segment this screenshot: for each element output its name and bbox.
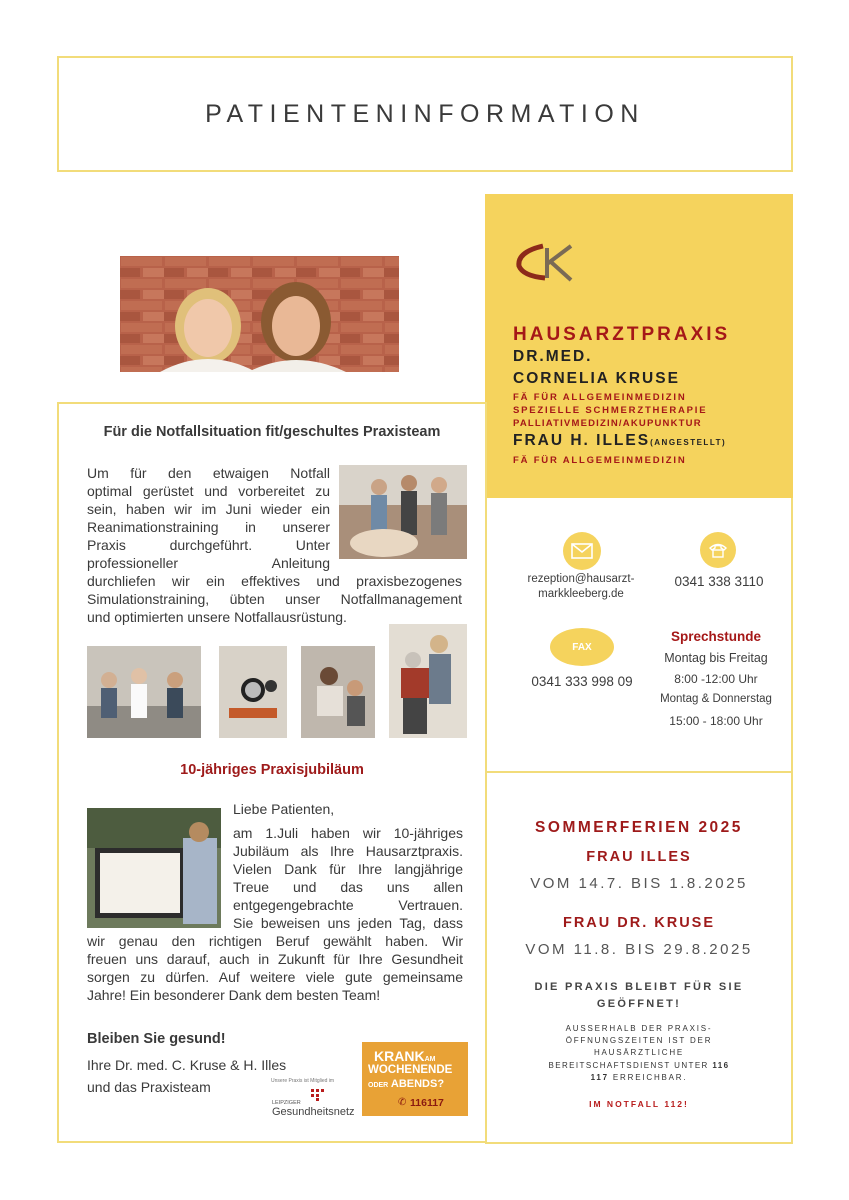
- network-logo-icon: [311, 1088, 325, 1100]
- jubilee-line-3: Vielen Dank für Ihre langjährige: [233, 861, 463, 877]
- emergency-line-2: optimal gerüstet und vorbereitet zu: [87, 483, 330, 499]
- team-photo: [120, 256, 399, 372]
- emergency-line-5: Praxis durchgeführt. Unter: [87, 537, 330, 553]
- signoff-line-1: Ihre Dr. med. C. Kruse & H. Illes: [87, 1057, 287, 1073]
- practice-logo: [513, 240, 577, 284]
- signoff-line-2: und das Praxisteam: [87, 1079, 211, 1095]
- badge-line-1: KRANK: [374, 1048, 425, 1064]
- holiday-doctor-2: FRAU DR. KRUSE: [562, 915, 716, 931]
- jubilee-line-7: wir genau den richtigen Beruf gewählt haben. Wir: [87, 933, 463, 949]
- holiday-box: [485, 771, 793, 1144]
- jubilee-line-1: am 1.Juli haben wir 10-jähriges: [233, 825, 463, 841]
- header-box: [57, 56, 793, 172]
- badge-am: AM: [424, 1056, 436, 1063]
- jubilee-heading: 10-jähriges Praxisjubiläum: [180, 762, 364, 778]
- holiday-range-1: VOM 14.7. BIS 1.8.2025: [530, 875, 748, 892]
- second-doctor-name: FRAU H. ILLES(ANGESTELLT): [513, 432, 727, 449]
- signoff-bold: Bleiben Sie gesund!: [87, 1031, 226, 1047]
- network-caption: Unsere Praxis ist Mitglied im: [271, 1078, 335, 1084]
- emergency-line-6: professioneller Anleitung: [87, 555, 330, 571]
- training-photo-1: [87, 646, 201, 738]
- jubilee-line-5: entgegengebrachte Vertrauen.: [233, 897, 463, 913]
- training-photo-3: [301, 646, 375, 738]
- holiday-title: SOMMERFERIEN 2025: [535, 819, 743, 836]
- doctor-specialty-2: SPEZIELLE SCHMERZTHERAPIE: [513, 405, 708, 416]
- emergency-line-4: Reanimationstraining in unserer: [87, 519, 330, 535]
- network-name-2: Gesundheitsnetz: [272, 1106, 355, 1118]
- on-call-badge: [362, 1042, 468, 1116]
- badge-phone-icon: ✆: [398, 1097, 407, 1108]
- practice-title: HAUSARZTPRAXIS: [513, 324, 731, 345]
- office-hours-time-2: 15:00 - 18:00 Uhr: [669, 714, 763, 728]
- fax-badge: FAX: [550, 628, 614, 666]
- office-hours-days-2: Montag & Donnerstag: [660, 693, 772, 705]
- jubilee-line-4: Treue und das uns allen: [233, 879, 463, 895]
- holiday-doctor-1: FRAU ILLES: [586, 849, 692, 865]
- emergency-line-1: Um für den etwaigen Notfall: [87, 465, 330, 481]
- doctor-specialty-1: FÄ FÜR ALLGEMEINMEDIZIN: [513, 392, 687, 403]
- emergency-number: IM NOTFALL 112!: [589, 1099, 689, 1109]
- on-call-note-5: 117 ERREICHBAR.: [590, 1073, 688, 1082]
- training-photo-4: [389, 624, 467, 738]
- second-doctor-specialty: FÄ FÜR ALLGEMEINMEDIZIN: [513, 455, 687, 466]
- network-name-1: LEIPZIGER: [272, 1100, 301, 1106]
- jubilee-line-9: sorgen zu dürfen. Auf weitere viele gute gemeinsame: [87, 969, 463, 985]
- email-address[interactable]: rezeption@hausarzt- markkleeberg.de: [527, 573, 635, 600]
- emergency-line-9: und optimierten unsere Notfallausrüstung.: [87, 609, 347, 625]
- on-call-note-2: ÖFFNUNGSZEITEN IST DER: [565, 1036, 713, 1045]
- phone-number[interactable]: 0341 338 3110: [674, 574, 764, 589]
- contact-box: [485, 498, 793, 772]
- office-hours-days-1: Montag bis Freitag: [664, 651, 768, 665]
- jubilee-line-6: Sie beweisen uns jeden Tag, dass: [233, 915, 463, 931]
- badge-phone[interactable]: 116117: [410, 1097, 444, 1109]
- office-hours-time-1: 8:00 -12:00 Uhr: [674, 672, 758, 686]
- jubilee-greeting: Liebe Patienten,: [233, 801, 335, 817]
- holiday-range-2: VOM 11.8. BIS 29.8.2025: [525, 941, 753, 958]
- phone-icon: [700, 532, 736, 568]
- jubilee-line-10: Jahre! Ein besonderer Dank dem besten Team!: [87, 987, 381, 1003]
- on-call-note-3: HAUSÄRZTLICHE: [593, 1048, 685, 1057]
- jubilee-line-8: freuen uns darauf, auch in Zukunft für Ihre Gesundheit: [87, 951, 463, 967]
- doctor-name: CORNELIA KRUSE: [513, 370, 680, 387]
- jubilee-photo: [87, 808, 221, 928]
- fax-number[interactable]: 0341 333 998 09: [531, 674, 633, 689]
- badge-oder: ODER: [368, 1082, 389, 1089]
- doctor-specialty-3: PALLIATIVMEDIZIN/AKUPUNKTUR: [513, 418, 702, 429]
- practice-info-panel: [485, 194, 793, 498]
- training-photo-2: [219, 646, 287, 738]
- office-hours-title: Sprechstunde: [670, 629, 762, 644]
- on-call-note-1: AUSSERHALB DER PRAXIS-: [565, 1024, 713, 1033]
- second-doctor-note: (ANGESTELLT): [650, 438, 727, 447]
- doctor-title: DR.MED.: [513, 348, 593, 365]
- emergency-line-7: durchliefen wir ein effektives und praxisbezogenes: [87, 573, 462, 589]
- badge-line-2: WOCHENENDE: [368, 1064, 453, 1076]
- emergency-line-8: Simulationstraining, übten unser Notfallmanagement: [87, 591, 462, 607]
- training-photo-group: [339, 465, 467, 559]
- emergency-heading: Für die Notfallsituation fit/geschultes Praxisteam: [103, 424, 441, 440]
- practice-open-line-2: GEÖFFNET!: [596, 998, 682, 1010]
- on-call-note-4: BEREITSCHAFTSDIENST UNTER 116: [548, 1061, 730, 1070]
- emergency-line-3: sein, haben wir im Juni wieder ein: [87, 501, 330, 517]
- envelope-icon: [563, 532, 601, 570]
- page-title: PATIENTENINFORMATION: [205, 99, 645, 128]
- news-box: [57, 402, 487, 1143]
- practice-open-line-1: DIE PRAXIS BLEIBT FÜR SIE: [534, 981, 744, 993]
- jubilee-line-2: Jubiläum als Ihre Hausarztpraxis.: [233, 843, 463, 859]
- badge-line-3: ABENDS?: [390, 1078, 445, 1090]
